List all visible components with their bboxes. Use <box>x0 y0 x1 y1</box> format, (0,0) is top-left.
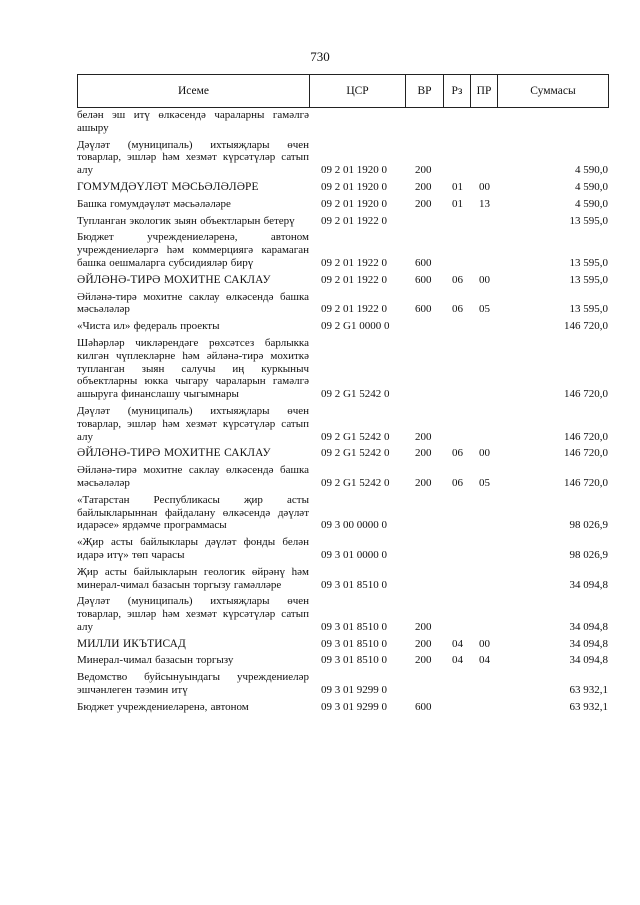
table-row <box>77 447 608 461</box>
row-name: «Татарстан Республикасы җир асты байлыкларыннан файдалану өлкәсендә дәүләт идарәсе» ярдәмче программасы <box>77 493 309 532</box>
row-name: белән эш итү өлкәсендә чараларны гамәлгә ашыру <box>77 109 309 134</box>
row-vr: 200 <box>415 620 432 633</box>
row-rz: 01 <box>452 197 463 210</box>
header-csr: ЦСР <box>310 75 406 108</box>
header-sum: Суммасы <box>498 75 609 108</box>
table-row <box>77 536 608 563</box>
row-pr: 00 <box>479 180 490 193</box>
row-name: Башка гомумдәүләт мәсьәләләре <box>77 197 231 210</box>
row-name: Тупланган экологик зыян объектларын бетерү <box>77 214 295 227</box>
table-row <box>77 337 608 402</box>
row-sum: 146 720,0 <box>564 320 608 333</box>
row-csr: 09 2 01 1922 0 <box>321 214 387 227</box>
table-row <box>77 198 608 212</box>
row-vr: 200 <box>415 180 432 193</box>
row-name: Җир асты байлыкларын геологик өйрәнү һәм минерал-чимал базасын торгызу гамәлләре <box>77 565 309 591</box>
row-csr: 09 2 01 1922 0 <box>321 303 387 316</box>
row-pr: 04 <box>479 654 490 667</box>
row-sum: 34 094,8 <box>569 637 608 650</box>
row-pr: 00 <box>479 273 490 286</box>
row-name: Бюджет учреждениеләренә, автоном учреждениеләргә һәм коммерциягә карамаган башка оешмаларга субсидияләр бирү <box>77 231 309 269</box>
row-rz: 04 <box>452 637 463 650</box>
row-csr: 09 3 01 8510 0 <box>321 637 387 650</box>
header-rz: Рз <box>444 75 471 108</box>
row-vr: 200 <box>415 637 432 650</box>
header-name: Исеме <box>78 75 310 108</box>
table-row <box>77 494 608 533</box>
header-vr: ВР <box>406 75 444 108</box>
row-sum: 13 595,0 <box>569 214 608 227</box>
row-csr: 09 3 01 8510 0 <box>321 654 387 667</box>
row-sum: 13 595,0 <box>569 273 608 286</box>
row-sum: 34 094,8 <box>569 654 608 667</box>
row-sum: 34 094,8 <box>569 578 608 591</box>
row-csr: 09 2 01 1920 0 <box>321 164 387 177</box>
row-rz: 06 <box>452 447 463 460</box>
row-name: МИЛЛИ ИКЪТИСАД <box>77 637 186 650</box>
row-pr: 05 <box>479 476 490 489</box>
row-csr: 09 2 G1 5242 0 <box>321 476 390 489</box>
row-vr: 200 <box>415 164 432 177</box>
row-csr: 09 2 01 1920 0 <box>321 197 387 210</box>
row-name: Дәүләт (муниципаль) ихтыяҗлары өчен товарлар, эшләр һәм хезмәт күрсәтүләр сатып алу <box>77 404 309 443</box>
row-sum: 13 595,0 <box>569 256 608 269</box>
table-row <box>77 215 608 229</box>
table-row <box>77 595 608 634</box>
row-csr: 09 2 G1 0000 0 <box>321 320 390 333</box>
row-vr: 200 <box>415 476 432 489</box>
header-pr: ПР <box>471 75 498 108</box>
table-row <box>77 291 608 318</box>
row-sum: 63 932,1 <box>569 684 608 697</box>
table-row <box>77 671 608 698</box>
row-csr: 09 3 01 9299 0 <box>321 684 387 697</box>
row-name: Әйләнә-тирә мохитне саклау өлкәсендә башка мәсьәләләр <box>77 464 309 489</box>
row-rz: 01 <box>452 180 463 193</box>
table-row <box>77 464 608 491</box>
row-sum: 146 720,0 <box>564 447 608 460</box>
table-row <box>77 566 608 593</box>
row-sum: 63 932,1 <box>569 700 608 713</box>
row-csr: 09 2 G1 5242 0 <box>321 447 390 460</box>
row-pr: 05 <box>479 303 490 316</box>
row-name: Дәүләт (муниципаль) ихтыяҗлары өчен товарлар, эшләр һәм хезмәт күрсәтүләр сатып алу <box>77 595 309 633</box>
row-name: ӘЙЛӘНӘ-ТИРӘ МОХИТНЕ САКЛАУ <box>77 447 271 460</box>
row-csr: 09 3 00 0000 0 <box>321 519 387 532</box>
row-vr: 200 <box>415 447 432 460</box>
row-sum: 98 026,9 <box>569 548 608 561</box>
row-pr: 13 <box>479 197 490 210</box>
table-row <box>77 109 608 136</box>
budget-rows <box>77 109 608 715</box>
row-pr: 00 <box>479 637 490 650</box>
row-csr: 09 2 01 1922 0 <box>321 256 387 269</box>
row-rz: 04 <box>452 654 463 667</box>
row-name: Әйләнә-тирә мохитне саклау өлкәсендә башка мәсьәләләр <box>77 290 309 316</box>
table-header <box>77 74 609 108</box>
row-csr: 09 3 01 0000 0 <box>321 548 387 561</box>
row-vr: 600 <box>415 303 432 316</box>
row-vr: 200 <box>415 430 432 443</box>
table-row <box>77 320 608 334</box>
row-sum: 146 720,0 <box>564 430 608 443</box>
row-csr: 09 3 01 8510 0 <box>321 578 387 591</box>
row-sum: 4 590,0 <box>575 164 608 177</box>
row-sum: 146 720,0 <box>564 388 608 401</box>
row-csr: 09 2 01 1920 0 <box>321 180 387 193</box>
row-name: ӘЙЛӘНӘ-ТИРӘ МОХИТНЕ САКЛАУ <box>77 273 271 286</box>
row-vr: 600 <box>415 700 432 713</box>
row-vr: 200 <box>415 654 432 667</box>
row-csr: 09 3 01 9299 0 <box>321 700 387 713</box>
row-csr: 09 2 G1 5242 0 <box>321 388 390 401</box>
row-vr: 600 <box>415 273 432 286</box>
table-row <box>77 139 608 178</box>
table-row <box>77 405 608 444</box>
table-row <box>77 231 608 270</box>
table-row <box>77 181 608 195</box>
row-pr: 00 <box>479 447 490 460</box>
row-sum: 4 590,0 <box>575 180 608 193</box>
row-vr: 200 <box>415 197 432 210</box>
row-csr: 09 2 01 1922 0 <box>321 273 387 286</box>
row-name: Шәһәрләр чикләрендәге рөхсәтсез барлыкка килгән чүплекләрне һәм әйләнә-тирә мохиткә тупланган зыян салучы иң куркыныч объектларны юкка чыгару чараларын гамәлгә ашыруга финанслашу чыгымнары <box>77 336 309 401</box>
row-sum: 34 094,8 <box>569 620 608 633</box>
row-csr: 09 2 G1 5242 0 <box>321 430 390 443</box>
table-row <box>77 638 608 652</box>
row-csr: 09 3 01 8510 0 <box>321 620 387 633</box>
row-name: «Җир асты байлыклары дәүләт фонды белән идарә итү» төп чарасы <box>77 536 309 561</box>
page-number: 730 <box>310 49 330 64</box>
table-row <box>77 701 608 715</box>
row-name: Ведомство буйсынуындагы учреждениеләр эшчәнлеген тәэмин итү <box>77 671 309 697</box>
table-row <box>77 654 608 668</box>
row-rz: 06 <box>452 273 463 286</box>
row-sum: 146 720,0 <box>564 476 608 489</box>
row-name: Минерал-чимал базасын торгызу <box>77 654 234 667</box>
row-sum: 13 595,0 <box>569 303 608 316</box>
row-vr: 600 <box>415 256 432 269</box>
row-sum: 98 026,9 <box>569 519 608 532</box>
row-rz: 06 <box>452 303 463 316</box>
table-row <box>77 274 608 288</box>
row-name: «Чиста ил» федераль проекты <box>77 320 220 333</box>
row-name: Дәүләт (муниципаль) ихтыяҗлары өчен товарлар, эшләр һәм хезмәт күрсәтүләр сатып алу <box>77 138 309 177</box>
row-sum: 4 590,0 <box>575 197 608 210</box>
row-name: ГОМУМДӘҮЛӘТ МӘСЬӘЛӘЛӘРЕ <box>77 180 259 193</box>
row-name: Бюджет учреждениеләренә, автоном <box>77 700 249 713</box>
row-rz: 06 <box>452 476 463 489</box>
